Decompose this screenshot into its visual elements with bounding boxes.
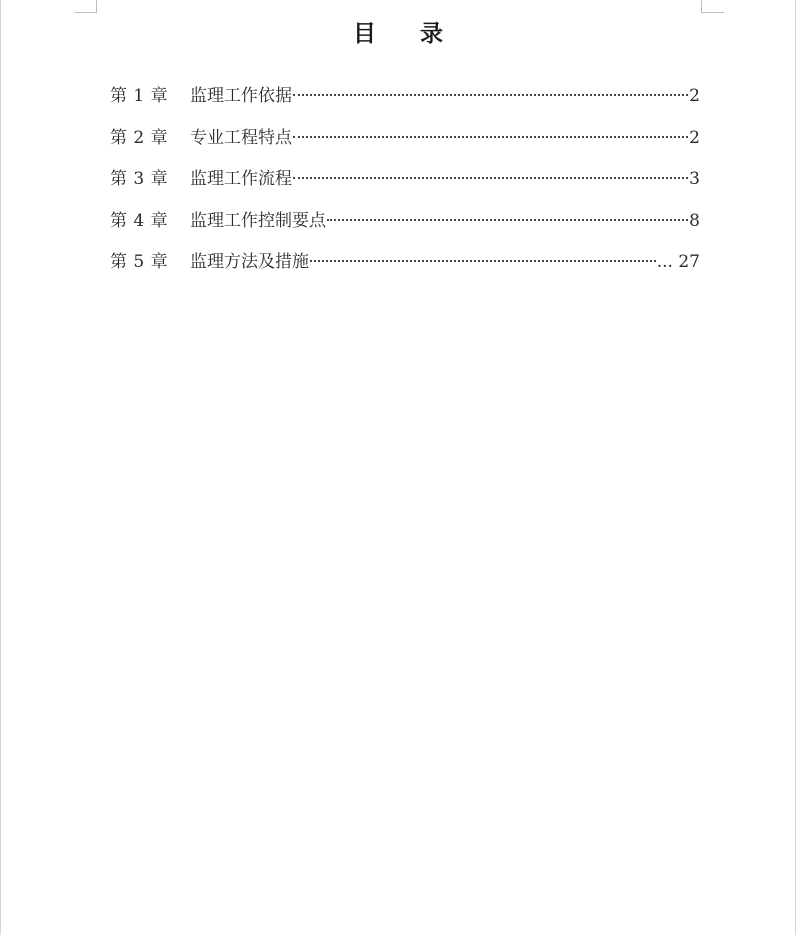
table-of-contents xyxy=(110,83,700,291)
chapter-title: 监理工作流程 xyxy=(190,169,292,189)
toc-heading: 目 录 xyxy=(352,20,461,47)
chapter-title: 监理工作依据 xyxy=(190,86,292,106)
chapter-title: 监理方法及措施 xyxy=(190,252,309,272)
chapter-number: 第 2 章 xyxy=(110,127,169,148)
chapter-number: 第 3 章 xyxy=(110,169,169,189)
chapter-title: 专业工程特点 xyxy=(190,127,292,148)
page-number: 8 xyxy=(689,210,700,231)
toc-entry-5[interactable] xyxy=(110,249,700,291)
chapter-number: 第 5 章 xyxy=(110,252,169,272)
page-number: 3 xyxy=(689,169,700,189)
dot-leader xyxy=(293,136,688,138)
dot-leader xyxy=(293,94,688,96)
page-number: 2 xyxy=(689,127,700,148)
dot-leader xyxy=(327,219,688,221)
top-right-margin-mark xyxy=(701,0,724,13)
toc-entry-1[interactable] xyxy=(110,83,700,125)
page-number: ... 27 xyxy=(656,252,700,272)
chapter-title: 监理工作控制要点 xyxy=(190,210,326,231)
page-number: 2 xyxy=(689,86,700,106)
dot-leader xyxy=(310,260,656,262)
toc-entry-2[interactable] xyxy=(110,125,700,167)
chapter-number: 第 4 章 xyxy=(110,210,169,231)
chapter-number: 第 1 章 xyxy=(110,86,169,106)
dot-leader xyxy=(293,177,688,179)
toc-entry-4[interactable] xyxy=(110,208,700,250)
top-left-margin-mark xyxy=(74,0,97,13)
toc-entry-3[interactable] xyxy=(110,166,700,208)
